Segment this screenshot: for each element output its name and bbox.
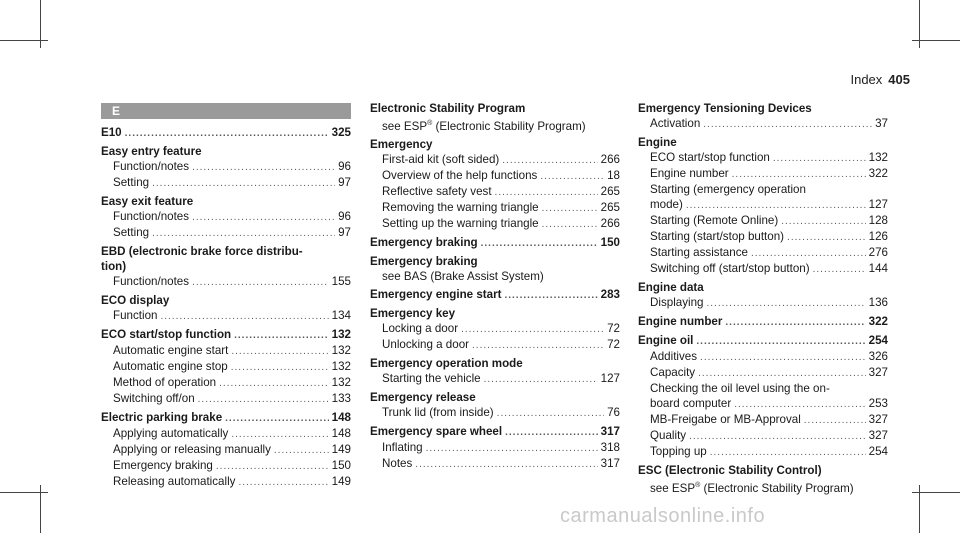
cross-reference [370,269,620,284]
entry-heading: Easy exit feature [101,195,194,208]
subentry-page: 148 [331,427,351,440]
subentry-page: 266 [600,216,620,230]
subentry-label: Automatic engine start [113,344,229,357]
subentry-page: 265 [600,184,620,198]
subentry-label: Releasing automatically [113,475,236,488]
subentry-label-cont: board computer [650,397,732,410]
cross-reference [638,478,888,496]
dot-leader [542,217,598,232]
subentry-label: First-aid kit (soft sided) [382,152,500,166]
entry-heading: Engine [638,136,677,149]
subentry-page: 150 [331,459,351,472]
subentry-page: 132 [331,360,351,373]
subentry-page: 72 [607,321,620,335]
subentry-page: 132 [868,151,888,164]
subentry-row [638,150,888,166]
subentry-label: Method of operation [113,376,217,389]
subentry-row [638,444,888,460]
subentry-page: 126 [868,230,888,243]
subentry-label: ECO start/stop function [650,151,770,164]
entry-heading-row [101,327,351,343]
subentry-page: 128 [868,214,888,227]
index-entry [101,194,351,241]
subentry-row [370,405,620,421]
cross-reference-text: see ESP [382,119,428,133]
index-entry [370,137,620,232]
subentry-row [101,375,351,391]
subentry-page: 136 [868,296,888,309]
dot-leader [497,406,604,421]
subentry-label: Inflating [382,440,423,454]
dot-leader [225,411,329,426]
entry-page: 150 [600,235,620,249]
subentry-row [101,391,351,407]
subentry-row [101,209,351,225]
entry-heading-row [101,410,351,426]
subentry-page: 134 [331,309,351,322]
cross-reference-text: see BAS (Brake Assist System) [382,269,544,283]
entry-heading: Engine number [638,315,723,328]
index-entry [370,287,620,303]
dot-leader [773,151,866,166]
dot-leader [734,397,865,412]
entry-heading: Emergency spare wheel [370,424,503,438]
subentry-label: Starting (Remote Online) [650,214,779,227]
subentry-page: 96 [338,210,351,223]
entry-page: 254 [868,334,888,347]
dot-leader [231,360,329,375]
subentry-label: Automatic engine stop [113,360,228,373]
entry-heading: Electric parking brake [101,411,223,424]
entry-heading: Engine data [638,281,704,294]
dot-leader [751,246,866,261]
index-column-3 [638,101,888,496]
index-entry [101,293,351,324]
index-entry [370,306,620,353]
subentry-page: 132 [331,376,351,389]
subentry-label: Engine number [650,167,729,180]
subentry-row [638,295,888,311]
dot-leader [703,117,872,132]
subentry-label: Reflective safety vest [382,184,492,198]
subentry-page: 18 [607,168,620,182]
dot-leader [219,376,329,391]
index-entry [370,424,620,472]
cross-reference-tail: (Electronic Stability Program) [432,119,586,133]
subentry-row [638,365,888,381]
subentry-row [638,116,888,132]
registered-mark: ® [695,482,701,489]
index-entry [638,135,888,277]
dot-leader [781,214,865,229]
entry-heading: Emergency [370,137,433,151]
subentry-label: Starting (start/stop button) [650,230,785,243]
entry-heading: Engine oil [638,334,694,347]
dot-leader [152,176,335,191]
entry-heading-row [370,424,620,440]
dot-leader [238,475,328,490]
subentry-page: 97 [338,176,351,189]
subentry-row [638,428,888,444]
subentry-label: Applying or releasing manually [113,443,271,456]
subentry-label: Starting the vehicle [382,371,481,385]
subentry-label: Unlocking a door [382,337,470,351]
subentry-label: Starting assistance [650,246,748,259]
subentry-row [638,229,888,245]
entry-list [101,125,351,490]
subentry-row [370,371,620,387]
subentry-row [101,474,351,490]
subentry-label: Setting up the warning triangle [382,216,539,230]
entry-heading: ECO display [101,294,170,307]
dot-leader [426,441,598,456]
entry-page: 325 [331,126,351,139]
subentry-row [638,245,888,261]
subentry-label: Starting (emergency operation [650,183,806,196]
entry-page: 317 [600,424,620,438]
subentry-page: 327 [868,366,888,379]
entry-page: 132 [331,328,351,341]
subentry-row [638,197,888,213]
subentry-row [638,349,888,365]
index-entry [101,410,351,490]
dot-leader [192,210,335,225]
entry-heading-row [638,314,888,330]
page-header [850,72,910,87]
entry-heading-row [370,235,620,251]
subentry-row [101,225,351,241]
subentry-page: 276 [868,246,888,259]
subentry-label: Capacity [650,366,696,379]
subentry-row [101,159,351,175]
subentry-page: 144 [868,262,888,275]
dot-leader [484,372,598,387]
entry-heading-row [101,125,351,141]
subentry-label: Notes [382,456,413,470]
entry-heading-cont: tion) [101,260,127,273]
entry-heading: Emergency release [370,390,476,404]
subentry-page: 96 [338,160,351,173]
subentry-row [101,458,351,474]
subentry-label: Setting [113,226,150,239]
index-entry [638,101,888,132]
page-number: 405 [888,72,910,87]
subentry-page: 72 [607,337,620,351]
dot-leader [495,185,598,200]
entry-heading: Emergency engine start [370,287,502,301]
dot-leader [192,160,335,175]
letter-heading: E [101,103,351,119]
subentry-label: Function/notes [113,160,190,173]
dot-leader [540,169,604,184]
dot-leader [696,334,865,349]
dot-leader [502,153,597,168]
entry-page: 283 [600,287,620,301]
dot-leader [710,445,866,460]
index-column-2 [370,101,620,472]
dot-leader [274,443,329,458]
dot-leader [542,201,598,216]
subentry-label: Activation [650,117,701,130]
entry-heading: ESC (Electronic Stability Control) [638,464,822,477]
cross-reference-text: see ESP [650,481,696,495]
index-entry [638,314,888,330]
dot-leader [707,296,866,311]
subentry-page: 266 [600,152,620,166]
subentry-label: Function [113,309,158,322]
dot-leader [700,350,866,365]
subentry-row [638,261,888,277]
subentry-label: Emergency braking [113,459,213,472]
subentry-page: 132 [331,344,351,357]
subentry-page: 149 [331,475,351,488]
cross-reference-tail: (Electronic Stability Program) [700,481,854,495]
index-entry [370,235,620,251]
subentry-page: 97 [338,226,351,239]
subentry-label: Setting [113,176,150,189]
subentry-row [370,152,620,168]
subentry-label: Switching off/on [113,392,195,405]
entry-heading: Emergency braking [370,254,478,268]
entry-heading-row [638,333,888,349]
subentry-row [101,359,351,375]
subentry-row [370,200,620,216]
subentry-page: 317 [600,456,620,470]
dot-leader [686,198,866,213]
index-entry [370,356,620,387]
entry-heading: Emergency operation mode [370,356,523,370]
subentry-row [370,337,620,353]
entry-heading: Emergency key [370,306,456,320]
subentry-label: Overview of the help functions [382,168,538,182]
subentry-row [638,412,888,428]
subentry-page: 318 [600,440,620,454]
subentry-page: 127 [868,198,888,211]
subentry-label: Function/notes [113,275,190,288]
dot-leader [231,344,328,359]
subentry-row [370,168,620,184]
subentry-label-cont: mode) [650,198,683,211]
entry-heading: ECO start/stop function [101,328,232,341]
index-column-1 [101,103,351,490]
cross-reference [370,116,620,134]
subentry-row [370,321,620,337]
dot-leader [231,427,328,442]
subentry-row [101,274,351,290]
subentry-row [101,426,351,442]
index-entry [370,254,620,284]
subentry-page: 254 [868,445,888,458]
dot-leader [804,413,866,428]
subentry-label: Applying automatically [113,427,229,440]
dot-leader [813,262,866,277]
subentry-label: Switching off (start/stop button) [650,262,810,275]
registered-mark: ® [427,120,433,127]
subentry-row [370,440,620,456]
index-entry [370,390,620,421]
subentry-row [638,166,888,182]
subentry-page: 37 [875,117,888,130]
subentry-row [101,343,351,359]
dot-leader [732,167,866,182]
entry-heading: Electronic Stability Program [370,102,526,115]
dot-leader [472,338,604,353]
entry-heading: E10 [101,126,122,139]
subentry-label: MB-Freigabe or MB-Approval [650,413,801,426]
subentry-label: Additives [650,350,698,363]
crop-mark [0,40,48,41]
subentry-label: Displaying [650,296,704,309]
subentry-row [101,175,351,191]
index-entry [638,463,888,496]
dot-leader [698,366,866,381]
subentry-row [370,216,620,232]
dot-leader [415,457,597,472]
subentry-label: Locking a door [382,321,459,335]
subentry-row [638,213,888,229]
dot-leader [216,459,329,474]
subentry-label: Quality [650,429,687,442]
subentry-page: 322 [868,167,888,180]
subentry-row [370,456,620,472]
subentry-page: 149 [331,443,351,456]
subentry-row [101,442,351,458]
subentry-page: 265 [600,200,620,214]
index-entry [101,144,351,191]
entry-heading: EBD (electronic brake force distribu- [101,245,303,258]
crop-mark [912,40,960,41]
index-entry [101,327,351,407]
subentry-page: 253 [868,397,888,410]
subentry-row [370,184,620,200]
entry-heading-row [370,287,620,303]
dot-leader [787,230,866,245]
subentry-row [101,308,351,324]
dot-leader [198,392,329,407]
subentry-page: 326 [868,350,888,363]
index-entry [638,280,888,311]
entry-page: 322 [868,315,888,328]
subentry-label: Removing the warning triangle [382,200,539,214]
dot-leader [481,236,598,251]
subentry-page: 133 [331,392,351,405]
subentry-label: Checking the oil level using the on- [650,382,830,395]
crop-mark [0,492,48,493]
subentry-label: Topping up [650,445,707,458]
entry-heading: Easy entry feature [101,145,202,158]
subentry-page: 327 [868,413,888,426]
dot-leader [160,309,328,324]
entry-list [638,101,888,496]
dot-leader [461,322,604,337]
dot-leader [505,425,598,440]
index-entry [101,244,351,290]
index-entry [370,101,620,134]
index-entry [101,125,351,141]
entry-heading: Emergency braking [370,235,478,249]
entry-heading: Emergency Tensioning Devices [638,102,812,115]
watermark: carmanualsonline.info [560,505,766,527]
subentry-label: Function/notes [113,210,190,223]
entry-list [370,101,620,472]
dot-leader [234,328,329,343]
subentry-page: 327 [868,429,888,442]
entry-page: 148 [331,411,351,424]
index-entry [638,333,888,460]
crop-mark [912,492,960,493]
subentry-page: 155 [331,275,351,288]
dot-leader [689,429,866,444]
section-title: Index [850,72,883,87]
dot-leader [725,315,865,330]
dot-leader [152,226,335,241]
subentry-row [638,396,888,412]
subentry-page: 76 [607,405,620,419]
subentry-page: 127 [600,371,620,385]
dot-leader [192,275,329,290]
subentry-label: Trunk lid (from inside) [382,405,494,419]
dot-leader [125,126,329,141]
dot-leader [504,288,597,303]
